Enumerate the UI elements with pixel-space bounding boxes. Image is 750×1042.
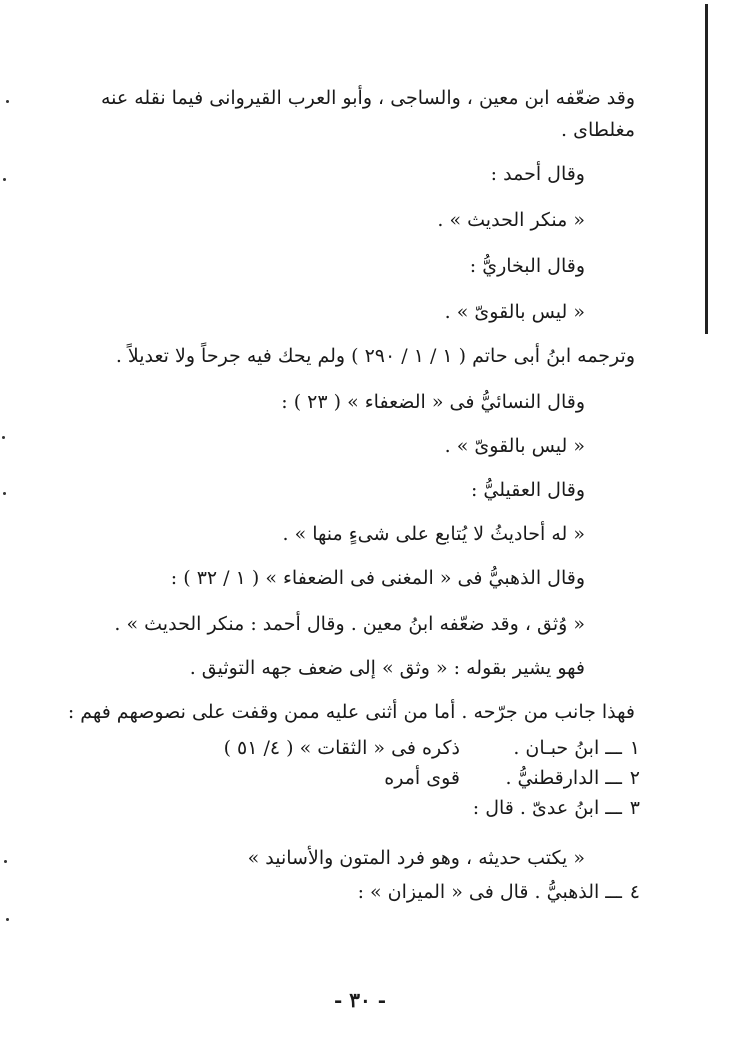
scan-speck: [3, 178, 6, 181]
list-note: قوى أمره: [384, 767, 460, 789]
binding-edge-line: [705, 4, 708, 334]
scan-speck: [4, 860, 7, 863]
list-number: ٣: [629, 797, 640, 819]
text-line-11: « له أحاديثُ لا يُتابع على شىءٍ منها » .: [282, 523, 585, 545]
text-line-7: وترجمه ابنُ أبى حاتم ( ١ / ١ / ٢٩٠ ) ولم يحك فيه جرحاً ولا تعديلاً .: [115, 345, 635, 367]
text-line-9: « ليس بالقوىّ » .: [444, 435, 585, 457]
list-number: ٤: [629, 881, 640, 903]
list-name: ـــ ابنُ حبـان .: [513, 737, 622, 759]
text-line-10: وقال العقيليُّ :: [470, 479, 585, 501]
text-line-14: فهو يشير بقوله : « وثق » إلى ضعف جهه التوثيق .: [189, 657, 585, 679]
scan-speck: [2, 436, 5, 439]
text-line-2: مغلطاى .: [561, 119, 635, 141]
page-number: - ٣٠ -: [333, 988, 386, 1012]
list-name: ـــ الذهبيُّ . قال فى « الميزان » :: [357, 881, 622, 903]
text-line-4: « منكر الحديث » .: [437, 209, 585, 231]
list-number: ١: [629, 737, 640, 759]
text-line-12: وقال الذهبيُّ فى « المغنى فى الضعفاء » ( ١ / ٣٢ ) :: [170, 567, 585, 589]
text-line-1: وقد ضعّفه ابن معين ، والساجى ، وأبو العرب القيروانى فيما نقله عنه: [100, 87, 635, 109]
text-line-13: « وُثق ، وقد ضعّفه ابنُ معين . وقال أحمد : منكر الحديث » .: [114, 613, 585, 635]
list-name: ـــ الدارقطنيُّ .: [505, 767, 622, 789]
scan-speck: [6, 100, 9, 103]
text-line-3: وقال أحمد :: [490, 163, 585, 185]
list-name: ـــ ابنُ عدىّ . قال :: [472, 797, 622, 819]
text-line-5: وقال البخاريُّ :: [469, 255, 585, 277]
quote-line: « يكتب حديثه ، وهو فرد المتون والأسانيد »: [247, 847, 585, 869]
scan-speck: [3, 492, 6, 495]
list-note: ذكره فى « الثقات » ( ٤/ ٥١ ): [223, 737, 460, 759]
text-line-6: « ليس بالقوىّ » .: [444, 301, 585, 323]
list-number: ٢: [629, 767, 640, 789]
scan-speck: [6, 918, 9, 921]
text-line-15: فهذا جانب من جرّحه . أما من أثنى عليه ممن وقفت على نصوصهم فهم :: [67, 701, 635, 723]
text-line-8: وقال النسائيُّ فى « الضعفاء » ( ٢٣ ) :: [281, 391, 585, 413]
